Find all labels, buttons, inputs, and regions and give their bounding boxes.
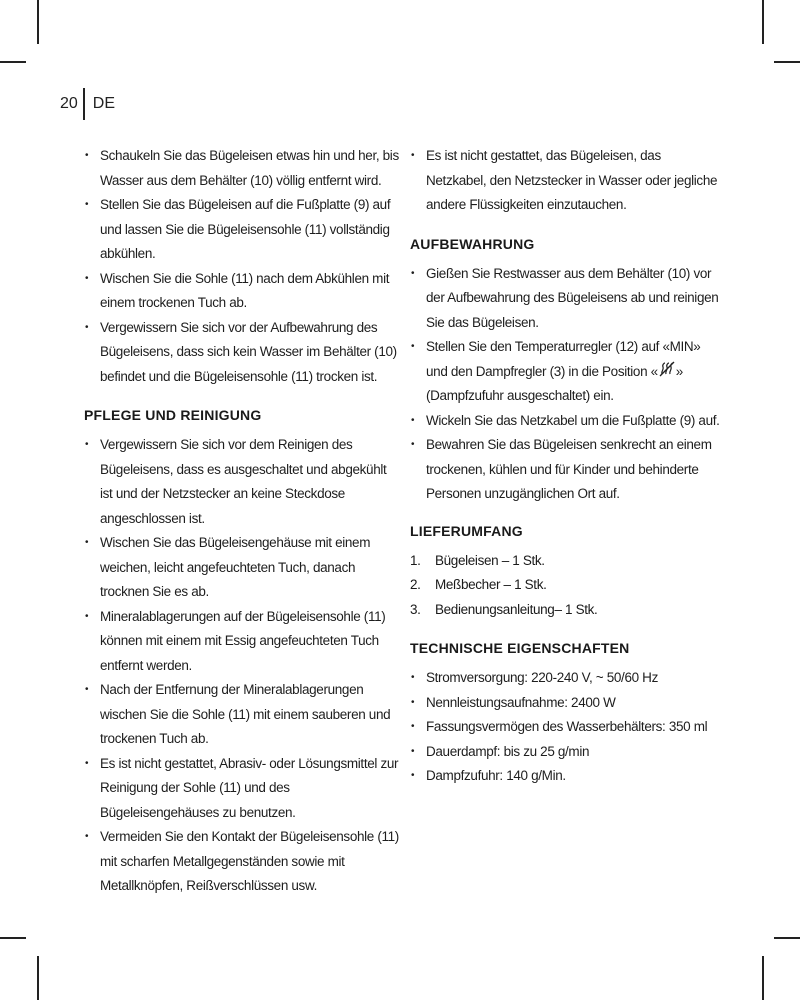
bullet-icon: • [411, 439, 415, 450]
list-item: • Bewahren Sie das Bügeleisen senkrecht an einem trockenen, kühlen und für Kinder und behinderte Personen unzugänglichen Ort auf. [410, 433, 720, 507]
list-item: • Vermeiden Sie den Kontakt der Bügeleisensohle (11) mit scharfen Metallgegenständen sowie mit Metallknöpfen, Reißverschlüssen usw. [84, 825, 402, 899]
list-item: • Nennleistungsaufnahme: 2400 W [410, 691, 720, 716]
list-item: 2. Meßbecher – 1 Stk. [410, 577, 547, 592]
list-item: • Wischen Sie das Bügeleisengehäuse mit einem weichen, leicht angefeuchteten Tuch, danach trocknen Sie es ab. [84, 531, 402, 605]
crop-mark [774, 61, 800, 63]
bullet-icon: • [85, 150, 89, 161]
bullet-icon: • [411, 696, 415, 708]
list-item: • Nach der Entfernung der Mineralablagerungen wischen Sie die Sohle (11) mit einem sauberen und trockenen Tuch ab. [84, 678, 402, 752]
intro-bullet-list-right [410, 144, 720, 218]
section-heading-storage: AUFBEWAHRUNG [410, 235, 535, 252]
crop-mark [762, 956, 764, 1000]
page-header [60, 88, 115, 120]
bullet-icon: • [85, 199, 89, 210]
bullet-icon: • [411, 770, 415, 781]
bullet-icon: • [411, 267, 415, 279]
list-item: • Es ist nicht gestattet, Abrasiv- oder Lösungsmittel zur Reinigung der Sohle (11) und des Bügeleisengehäuses zu benutzen. [84, 752, 402, 826]
section-heading-delivery: LIEFERUMFANG [410, 522, 523, 539]
section-heading-care: PFLEGE UND REINIGUNG [84, 407, 262, 423]
bullet-icon: • [85, 321, 89, 333]
right-column [410, 144, 720, 789]
crop-mark [37, 956, 39, 1000]
list-item: • Mineralablagerungen auf der Bügeleisensohle (11) können mit einem mit Essig angefeuchteten Tuch entfernt werden. [84, 605, 402, 679]
list-item: • Gießen Sie Restwasser aus dem Behälter (10) vor der Aufbewahrung des Bügeleisens ab und reinigen Sie das Bügeleisen. [410, 262, 720, 336]
intro-bullet-list [84, 144, 402, 389]
bullet-icon: • [411, 414, 415, 426]
storage-bullet-list [410, 262, 720, 507]
crop-mark [0, 937, 26, 939]
list-item: • Dampfzufuhr: 140 g/Min. [410, 764, 720, 789]
list-item: • Wickeln Sie das Netzkabel um die Fußplatte (9) auf. [410, 409, 720, 434]
language-code: DE [92, 95, 116, 112]
list-item: • Vergewissern Sie sich vor dem Reinigen des Bügeleisens, dass es ausgeschaltet und abgekühlt ist und der Netzstecker an keine Steckdose angeschlossen ist. [84, 433, 402, 531]
crop-mark [774, 937, 800, 939]
list-item: • Wischen Sie die Sohle (11) nach dem Abkühlen mit einem trockenen Tuch ab. [84, 267, 402, 316]
list-item: • Stromversorgung: 220-240 V, ~ 50/60 Hz [410, 666, 720, 691]
bullet-icon: • [85, 757, 89, 769]
bullet-icon: • [85, 610, 89, 622]
bullet-icon: • [85, 439, 89, 450]
steam-off-icon [658, 360, 676, 378]
bullet-icon: • [411, 150, 415, 161]
list-item: 1. Bügeleisen – 1 Stk. [410, 552, 545, 568]
care-bullet-list [84, 433, 402, 899]
page-number: 20 [60, 95, 78, 112]
bullet-icon: • [85, 831, 89, 842]
bullet-icon: • [411, 721, 415, 732]
list-item: • Dauerdampf: bis zu 25 g/min [410, 740, 720, 765]
crop-mark [37, 0, 39, 44]
tech-bullet-list [410, 666, 720, 789]
bullet-icon: • [411, 745, 415, 757]
list-item: • Vergewissern Sie sich vor der Aufbewahrung des Bügeleisens, dass sich kein Wasser im Behälter (10) befindet und die Bügeleisensohle (11) trocken ist. [84, 316, 402, 390]
bullet-icon: • [85, 537, 89, 548]
crop-mark [0, 61, 26, 63]
crop-mark [762, 0, 764, 44]
list-item: • Schaukeln Sie das Bügeleisen etwas hin und her, bis Wasser aus dem Behälter (10) völlig entfernt wird. [84, 144, 402, 193]
bullet-icon: • [411, 672, 415, 683]
delivery-list [410, 549, 720, 623]
list-item: • Fassungsvermögen des Wasserbehälters: 350 ml [410, 715, 720, 740]
header-divider [83, 88, 85, 120]
list-item: • Stellen Sie den Temperaturregler (12) auf «MIN» und den Dampfregler (3) in die Position « » (Dampfzufuhr ausgeschaltet) ein. [410, 335, 720, 409]
bullet-icon: • [85, 684, 89, 695]
list-item: • Stellen Sie das Bügeleisen auf die Fußplatte (9) auf und lassen Sie die Bügeleisensohle (11) vollständig abkühlen. [84, 193, 402, 267]
bullet-icon: • [85, 272, 89, 284]
bullet-icon: • [411, 341, 415, 352]
section-heading-tech: TECHNISCHE EIGENSCHAFTEN [410, 640, 630, 656]
list-item: • Es ist nicht gestattet, das Bügeleisen, das Netzkabel, den Netzstecker in Wasser oder jegliche andere Flüssigkeiten einzutauchen. [410, 144, 720, 218]
left-column [84, 144, 402, 899]
list-item: 3. Bedienungsanleitung– 1 Stk. [410, 601, 598, 617]
